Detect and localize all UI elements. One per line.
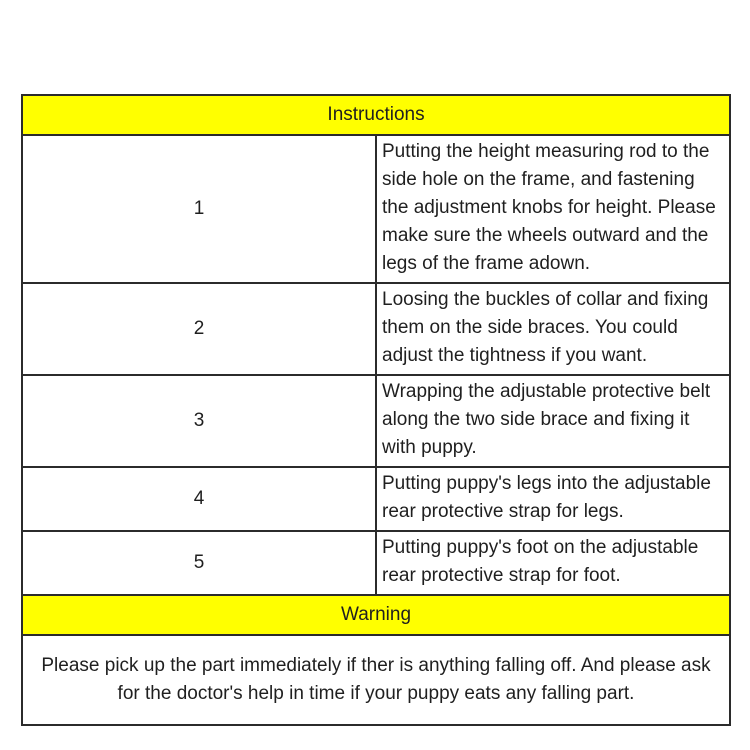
step-text: Loosing the buckles of collar and fixing them on the side braces. You could adjust the tightness if you want. <box>376 283 730 375</box>
table-row <box>22 375 730 467</box>
step-text: Putting puppy's legs into the adjustable rear protective strap for legs. <box>376 467 730 531</box>
step-number: 3 <box>22 375 376 467</box>
warning-body-row <box>22 635 730 725</box>
step-number: 1 <box>22 135 376 283</box>
warning-header: Warning <box>22 595 730 635</box>
table-row <box>22 135 730 283</box>
step-text: Putting puppy's foot on the adjustable rear protective strap for foot. <box>376 531 730 595</box>
step-text: Putting the height measuring rod to the side hole on the frame, and fastening the adjustment knobs for height. Please make sure the wheels outward and the legs of the frame adown. <box>376 135 730 283</box>
step-text: Wrapping the adjustable protective belt along the two side brace and fixing it with puppy. <box>376 375 730 467</box>
table-row <box>22 531 730 595</box>
instructions-table <box>21 94 731 726</box>
table-row <box>22 283 730 375</box>
table-header-row <box>22 95 730 135</box>
instructions-header: Instructions <box>22 95 730 135</box>
step-number: 2 <box>22 283 376 375</box>
warning-text: Please pick up the part immediately if ther is anything falling off. And please ask for the doctor's help in time if your puppy eats any falling part. <box>22 635 730 725</box>
step-number: 5 <box>22 531 376 595</box>
step-number: 4 <box>22 467 376 531</box>
warning-header-row <box>22 595 730 635</box>
table-row <box>22 467 730 531</box>
